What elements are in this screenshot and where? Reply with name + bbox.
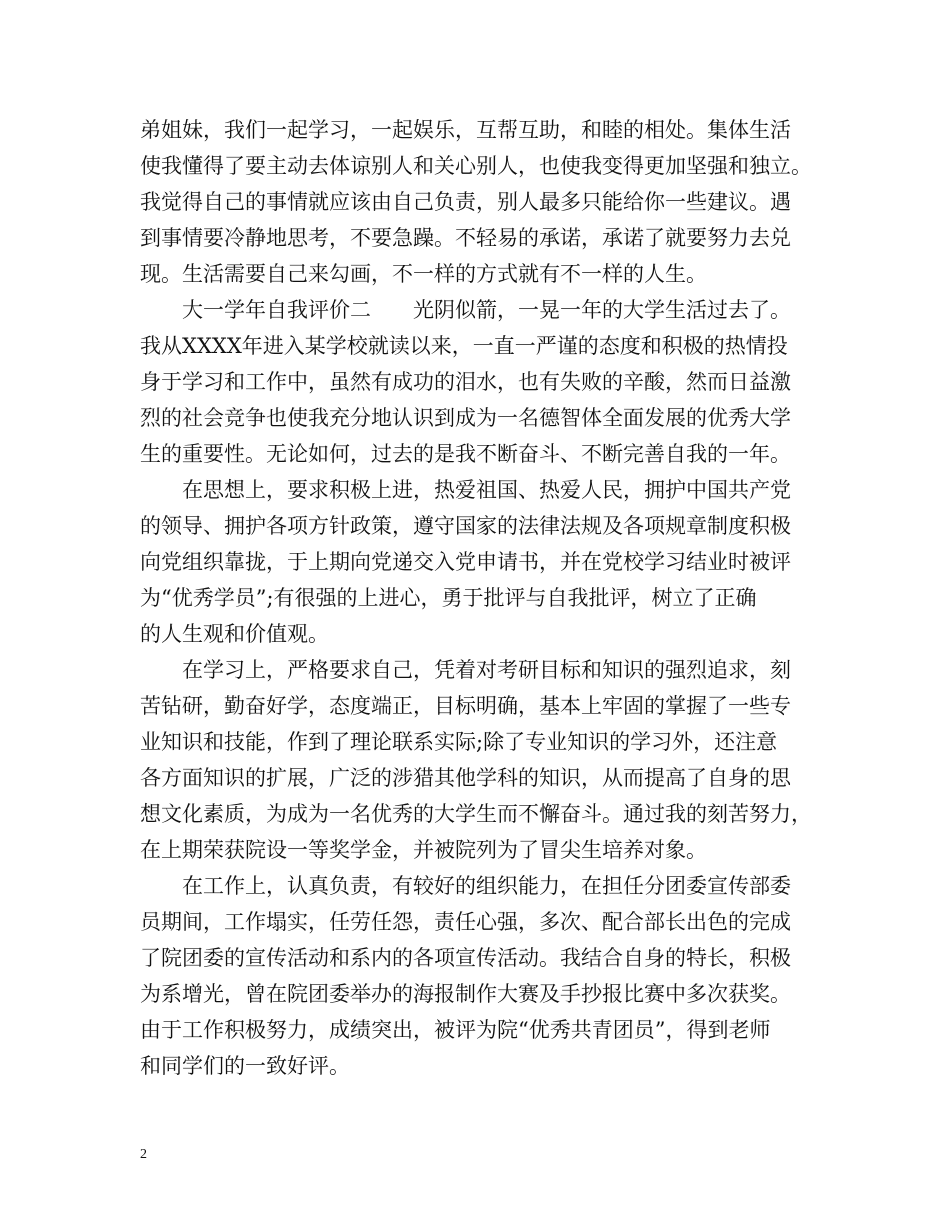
text-line: 我觉得自己的事情就应该由自己负责，别人最多只能给你一些建议。遇 — [140, 190, 791, 214]
text-line: 弟姐妹，我们一起学习，一起娱乐，互帮互助，和睦的相处。集体生活 — [140, 118, 791, 142]
text-line: 为系增光，曾在院团委举办的海报制作大赛及手抄报比赛中多次获奖。 — [140, 982, 791, 1006]
paragraph-start-line: 大一学年自我评价二 光阴似箭，一晃一年的大学生活过去了。 — [182, 298, 791, 322]
text-line: 苦钻研，勤奋好学，态度端正，目标明确，基本上牢固的掌握了一些专 — [140, 694, 791, 718]
text-line: 向党组织靠拢，于上期向党递交入党申请书，并在党校学习结业时被评 — [140, 550, 791, 574]
page-number: 2 — [140, 1147, 147, 1162]
text-line: 各方面知识的扩展，广泛的涉猎其他学科的知识，从而提高了自身的思 — [140, 766, 791, 790]
text-line: 由于工作积极努力，成绩突出，被评为院“优秀共青团员”，得到老师 — [140, 1018, 771, 1042]
paragraph-start-line: 在工作上，认真负责，有较好的组织能力，在担任分团委宣传部委 — [182, 874, 791, 898]
paragraph-start-line: 在思想上，要求积极上进，热爱祖国、热爱人民，拥护中国共产党 — [182, 478, 791, 502]
text-line: 身于学习和工作中，虽然有成功的泪水，也有失败的辛酸，然而日益激 — [140, 370, 791, 394]
text-line: 在上期荣获院设一等奖学金，并被院列为了冒尖生培养对象。 — [140, 838, 707, 862]
text-line: 我从XXXX年进入某学校就读以来，一直一严谨的态度和积极的热情投 — [140, 334, 788, 358]
text-line: 了院团委的宣传活动和系内的各项宣传活动。我结合自身的特长，积极 — [140, 946, 791, 970]
text-line: 现。生活需要自己来勾画，不一样的方式就有不一样的人生。 — [140, 262, 707, 286]
text-line: 生的重要性。无论如何，过去的是我不断奋斗、不断完善自我的一年。 — [140, 442, 791, 466]
text-line: 为“优秀学员”;有很强的上进心，勇于批评与自我批评，树立了正确 — [140, 586, 757, 610]
paragraph-start-line: 在学习上，严格要求自己，凭着对考研目标和知识的强烈追求，刻 — [182, 658, 791, 682]
text-line: 业知识和技能，作到了理论联系实际;除了专业知识的学习外，还注意 — [140, 730, 778, 754]
text-line: 烈的社会竞争也使我充分地认识到成为一名德智体全面发展的优秀大学 — [140, 406, 791, 430]
text-line: 员期间，工作塌实，任劳任怨，责任心强，多次、配合部长出色的完成 — [140, 910, 791, 934]
text-line: 到事情要冷静地思考，不要急躁。不轻易的承诺，承诺了就要努力去兑 — [140, 226, 791, 250]
text-line: 的人生观和价值观。 — [140, 622, 329, 646]
document-body — [140, 112, 830, 1084]
text-line: 的领导、拥护各项方针政策，遵守国家的法律法规及各项规章制度积极 — [140, 514, 791, 538]
text-line: 想文化素质，为成为一名优秀的大学生而不懈奋斗。通过我的刻苦努力， — [140, 802, 812, 826]
text-line: 和同学们的一致好评。 — [140, 1054, 350, 1078]
text-line: 使我懂得了要主动去体谅别人和关心别人，也使我变得更加坚强和独立。 — [140, 154, 812, 178]
